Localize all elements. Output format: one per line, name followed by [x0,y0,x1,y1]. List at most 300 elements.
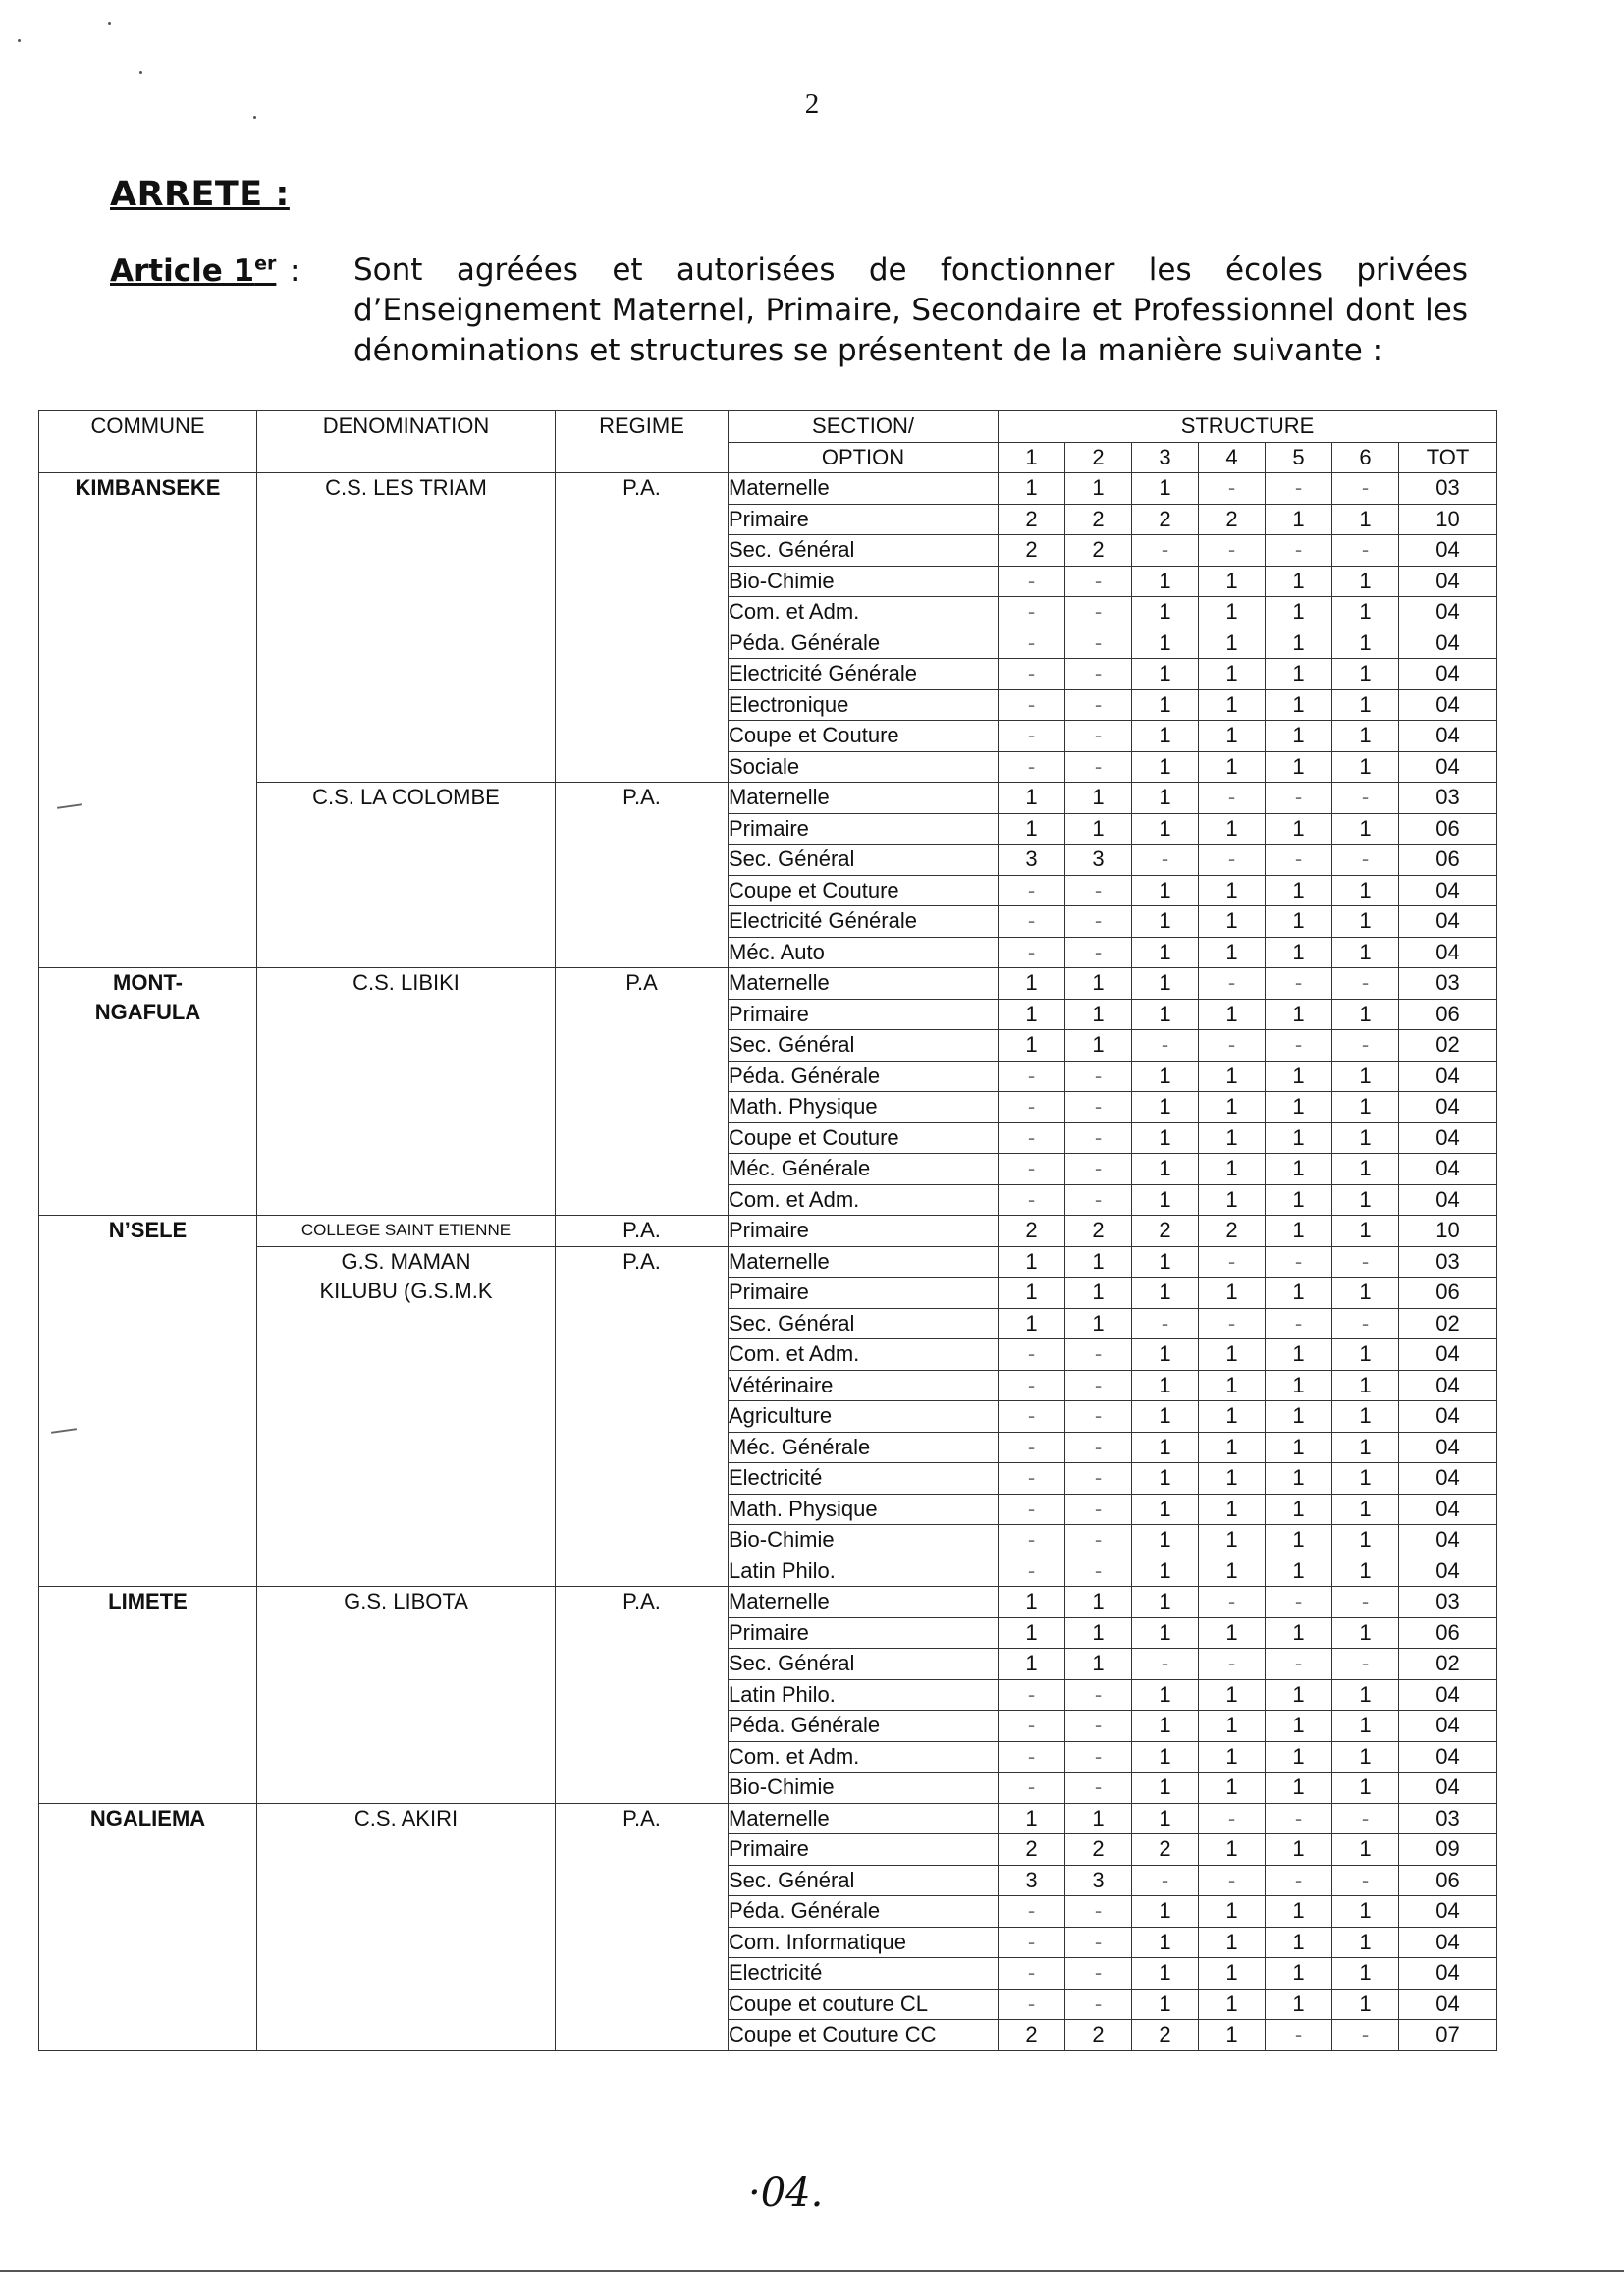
structure-level-1-cell: 1 [999,1617,1065,1649]
structure-level-2-cell: - [1065,1896,1132,1928]
structure-level-2-cell: - [1065,566,1132,597]
structure-level-5-cell: 1 [1266,1184,1332,1216]
regime-cell: P.A. [556,1216,729,1247]
structure-level-6-cell: 1 [1332,1184,1399,1216]
total-cell: 06 [1399,845,1497,876]
structure-level-5-cell: - [1266,1030,1332,1062]
total-cell: 04 [1399,751,1497,783]
option-cell: Coupe et couture CL [729,1989,999,2020]
structure-level-6-cell: - [1332,1246,1399,1278]
table-body [39,473,1497,2051]
structure-level-6-cell: 1 [1332,906,1399,938]
structure-level-2-cell: 1 [1065,1587,1132,1618]
structure-level-2-cell: 1 [1065,783,1132,814]
structure-level-6-cell: 1 [1332,689,1399,721]
option-cell: Péda. Générale [729,628,999,659]
structure-level-3-cell: 1 [1132,1679,1199,1711]
structure-level-6-cell: 1 [1332,1092,1399,1123]
structure-level-5-cell: 1 [1266,1525,1332,1556]
structure-level-6-cell: 1 [1332,721,1399,752]
structure-level-3-cell: 1 [1132,1927,1199,1958]
structure-level-6-cell: - [1332,1308,1399,1339]
structure-level-2-cell: - [1065,906,1132,938]
structure-level-4-cell: - [1199,968,1266,1000]
structure-level-3-cell: 1 [1132,1432,1199,1463]
header-level-5: 5 [1266,442,1332,473]
structure-level-6-cell: 1 [1332,1401,1399,1433]
structure-level-1-cell: - [999,1339,1065,1371]
structure-level-5-cell: 1 [1266,1958,1332,1990]
structure-level-5-cell: 1 [1266,1896,1332,1928]
header-option: OPTION [729,442,999,473]
total-cell: 06 [1399,1865,1497,1896]
structure-level-6-cell: - [1332,783,1399,814]
option-cell: Coupe et Couture CC [729,2020,999,2051]
structure-level-6-cell: 1 [1332,751,1399,783]
structure-level-6-cell: 1 [1332,1154,1399,1185]
structure-level-6-cell: 1 [1332,566,1399,597]
structure-level-4-cell: 1 [1199,1370,1266,1401]
header-regime: REGIME [556,411,729,473]
denomination-cell: C.S. LIBIKI [257,968,556,1216]
structure-level-1-cell: - [999,906,1065,938]
header-total: TOT [1399,442,1497,473]
structure-level-2-cell: 1 [1065,1278,1132,1309]
structure-level-3-cell: 1 [1132,1401,1199,1433]
total-cell: 04 [1399,875,1497,906]
structure-level-1-cell: - [999,1896,1065,1928]
structure-level-2-cell: - [1065,751,1132,783]
structure-level-1-cell: 1 [999,1308,1065,1339]
commune-cell: KIMBANSEKE [39,473,257,968]
total-cell: 06 [1399,1617,1497,1649]
structure-level-5-cell: 1 [1266,1092,1332,1123]
structure-level-3-cell: 1 [1132,1092,1199,1123]
structure-level-4-cell: 1 [1199,1092,1266,1123]
structure-level-5-cell: 1 [1266,1556,1332,1587]
table-row [39,1246,1497,1278]
structure-level-6-cell: 1 [1332,1061,1399,1092]
structure-level-2-cell: - [1065,937,1132,968]
total-cell: 04 [1399,1741,1497,1773]
structure-level-5-cell: - [1266,1649,1332,1680]
structure-level-2-cell: 2 [1065,2020,1132,2051]
total-cell: 04 [1399,1432,1497,1463]
structure-level-6-cell: 1 [1332,937,1399,968]
structure-level-6-cell: 1 [1332,1927,1399,1958]
total-cell: 04 [1399,1339,1497,1371]
structure-level-3-cell: 1 [1132,1122,1199,1154]
structure-level-4-cell: 1 [1199,721,1266,752]
structure-level-5-cell: 1 [1266,504,1332,535]
structure-level-1-cell: 3 [999,845,1065,876]
commune-cell: NGALIEMA [39,1803,257,2050]
option-cell: Bio-Chimie [729,1773,999,1804]
structure-level-3-cell: 1 [1132,1463,1199,1495]
option-cell: Com. et Adm. [729,597,999,628]
structure-level-3-cell: 2 [1132,1216,1199,1247]
option-cell: Sec. Général [729,535,999,567]
structure-level-3-cell: 1 [1132,875,1199,906]
option-cell: Primaire [729,1278,999,1309]
structure-level-2-cell: 1 [1065,968,1132,1000]
structure-level-4-cell: 1 [1199,937,1266,968]
header-commune: COMMUNE [39,411,257,473]
option-cell: Primaire [729,813,999,845]
total-cell: 04 [1399,1401,1497,1433]
structure-level-6-cell: 1 [1332,597,1399,628]
article-colon: : [290,253,300,289]
structure-level-2-cell: - [1065,1773,1132,1804]
structure-level-4-cell: 1 [1199,2020,1266,2051]
option-cell: Electronique [729,689,999,721]
total-cell: 07 [1399,2020,1497,2051]
total-cell: 10 [1399,504,1497,535]
structure-level-6-cell: 1 [1332,1370,1399,1401]
structure-level-3-cell: 1 [1132,813,1199,845]
structure-level-5-cell: 1 [1266,1278,1332,1309]
structure-level-2-cell: 1 [1065,1803,1132,1834]
structure-level-1-cell: - [999,1556,1065,1587]
structure-level-3-cell: 1 [1132,1494,1199,1525]
denomination-cell: C.S. AKIRI [257,1803,556,2050]
arrete-heading: ARRETE : [110,175,290,214]
structure-level-2-cell: 1 [1065,1649,1132,1680]
structure-level-1-cell: - [999,689,1065,721]
structure-level-1-cell: - [999,659,1065,690]
option-cell: Méc. Auto [729,937,999,968]
structure-level-1-cell: - [999,1989,1065,2020]
structure-level-6-cell: 1 [1332,1896,1399,1928]
option-cell: Sec. Général [729,1308,999,1339]
structure-level-3-cell: 1 [1132,968,1199,1000]
table-row [39,473,1497,505]
structure-level-3-cell: - [1132,535,1199,567]
structure-level-6-cell: 1 [1332,1525,1399,1556]
option-cell: Latin Philo. [729,1679,999,1711]
structure-level-5-cell: 1 [1266,1927,1332,1958]
structure-level-1-cell: - [999,1401,1065,1433]
commune-cell: LIMETE [39,1587,257,1804]
structure-level-2-cell: - [1065,1556,1132,1587]
structure-level-2-cell: - [1065,1370,1132,1401]
structure-level-4-cell: 1 [1199,1741,1266,1773]
structure-level-3-cell: 1 [1132,721,1199,752]
regime-cell: P.A. [556,783,729,968]
structure-level-2-cell: 3 [1065,845,1132,876]
structure-level-3-cell: 1 [1132,1711,1199,1742]
structure-level-1-cell: 1 [999,783,1065,814]
structure-level-2-cell: 1 [1065,473,1132,505]
structure-level-1-cell: - [999,721,1065,752]
option-cell: Com. et Adm. [729,1184,999,1216]
structure-level-2-cell: 1 [1065,813,1132,845]
structure-level-3-cell: 1 [1132,1184,1199,1216]
structure-level-2-cell: - [1065,1432,1132,1463]
structure-level-2-cell: - [1065,1679,1132,1711]
structure-level-3-cell: 1 [1132,659,1199,690]
total-cell: 06 [1399,999,1497,1030]
total-cell: 04 [1399,1958,1497,1990]
option-cell: Maternelle [729,1587,999,1618]
option-cell: Coupe et Couture [729,1122,999,1154]
structure-level-6-cell: 1 [1332,1122,1399,1154]
structure-level-5-cell: 1 [1266,1401,1332,1433]
total-cell: 04 [1399,1122,1497,1154]
structure-level-1-cell: 2 [999,1216,1065,1247]
structure-level-2-cell: - [1065,659,1132,690]
total-cell: 03 [1399,783,1497,814]
denomination-cell: C.S. LES TRIAM [257,473,556,783]
total-cell: 04 [1399,937,1497,968]
option-cell: Bio-Chimie [729,1525,999,1556]
structure-level-2-cell: 1 [1065,1030,1132,1062]
structure-level-4-cell: 1 [1199,1773,1266,1804]
option-cell: Sec. Général [729,1649,999,1680]
structure-level-1-cell: - [999,1525,1065,1556]
header-level-1: 1 [999,442,1065,473]
total-cell: 04 [1399,721,1497,752]
total-cell: 02 [1399,1649,1497,1680]
total-cell: 04 [1399,1061,1497,1092]
structure-level-5-cell: - [1266,535,1332,567]
structure-level-6-cell: 1 [1332,1216,1399,1247]
structure-level-5-cell: 1 [1266,1432,1332,1463]
total-cell: 06 [1399,813,1497,845]
option-cell: Sec. Général [729,1030,999,1062]
table-header [39,411,1497,473]
header-section: SECTION/ [729,411,999,443]
structure-level-2-cell: - [1065,1525,1132,1556]
header-level-6: 6 [1332,442,1399,473]
article-number: Article 1 [110,253,255,290]
structure-level-5-cell: - [1266,968,1332,1000]
structure-level-5-cell: - [1266,2020,1332,2051]
structure-level-5-cell: 1 [1266,1370,1332,1401]
denomination-cell: G.S. LIBOTA [257,1587,556,1804]
structure-level-1-cell: 1 [999,1278,1065,1309]
structure-level-2-cell: - [1065,1927,1132,1958]
regime-cell: P.A. [556,473,729,783]
structure-level-1-cell: - [999,1463,1065,1495]
structure-level-1-cell: - [999,597,1065,628]
structure-level-6-cell: 1 [1332,504,1399,535]
structure-level-2-cell: - [1065,1184,1132,1216]
structure-level-5-cell: 1 [1266,689,1332,721]
structure-level-4-cell: 1 [1199,1927,1266,1958]
structure-level-2-cell: - [1065,1463,1132,1495]
structure-level-5-cell: - [1266,473,1332,505]
structure-level-6-cell: - [1332,1803,1399,1834]
total-cell: 04 [1399,1773,1497,1804]
total-cell: 04 [1399,1463,1497,1495]
structure-level-2-cell: 2 [1065,1216,1132,1247]
structure-level-2-cell: 2 [1065,504,1132,535]
option-cell: Coupe et Couture [729,721,999,752]
option-cell: Primaire [729,1216,999,1247]
total-cell: 04 [1399,659,1497,690]
structure-level-1-cell: 1 [999,968,1065,1000]
option-cell: Sociale [729,751,999,783]
structure-level-3-cell: 1 [1132,1803,1199,1834]
structure-level-6-cell: 1 [1332,1617,1399,1649]
total-cell: 03 [1399,1587,1497,1618]
structure-level-4-cell: 1 [1199,1122,1266,1154]
structure-level-1-cell: 1 [999,813,1065,845]
structure-level-4-cell: 1 [1199,1401,1266,1433]
structure-level-4-cell: 1 [1199,1834,1266,1866]
structure-level-4-cell: 1 [1199,1617,1266,1649]
structure-level-4-cell: - [1199,535,1266,567]
structure-level-6-cell: 1 [1332,1556,1399,1587]
structure-level-5-cell: - [1266,845,1332,876]
structure-level-5-cell: - [1266,1308,1332,1339]
table-row [39,1803,1497,1834]
total-cell: 04 [1399,1494,1497,1525]
structure-level-2-cell: - [1065,1989,1132,2020]
structure-level-4-cell: - [1199,1803,1266,1834]
structure-level-2-cell: - [1065,628,1132,659]
structure-level-1-cell: 1 [999,1587,1065,1618]
structure-level-4-cell: 1 [1199,1679,1266,1711]
header-structure: STRUCTURE [999,411,1497,443]
structure-level-1-cell: 2 [999,535,1065,567]
structure-level-5-cell: 1 [1266,659,1332,690]
commune-cell: MONT- NGAFULA [39,968,257,1216]
total-cell: 04 [1399,906,1497,938]
denomination-cell: G.S. MAMAN KILUBU (G.S.M.K [257,1246,556,1587]
total-cell: 04 [1399,1989,1497,2020]
structure-level-1-cell: - [999,1927,1065,1958]
structure-level-5-cell: 1 [1266,1711,1332,1742]
structure-level-6-cell: 1 [1332,1679,1399,1711]
option-cell: Primaire [729,504,999,535]
structure-level-4-cell: 2 [1199,1216,1266,1247]
structure-level-6-cell: 1 [1332,1494,1399,1525]
total-cell: 04 [1399,1184,1497,1216]
option-cell: Maternelle [729,1246,999,1278]
structure-level-4-cell: 1 [1199,906,1266,938]
structure-level-6-cell: 1 [1332,875,1399,906]
structure-level-6-cell: - [1332,968,1399,1000]
structure-level-3-cell: 1 [1132,1370,1199,1401]
table-row [39,783,1497,814]
structure-level-2-cell: 2 [1065,535,1132,567]
structure-level-3-cell: 1 [1132,597,1199,628]
schools-table [38,410,1497,2051]
total-cell: 02 [1399,1030,1497,1062]
structure-level-2-cell: 1 [1065,1246,1132,1278]
structure-level-3-cell: 1 [1132,999,1199,1030]
structure-level-6-cell: 1 [1332,1834,1399,1866]
total-cell: 04 [1399,1154,1497,1185]
total-cell: 03 [1399,968,1497,1000]
denomination-cell: COLLEGE SAINT ETIENNE [257,1216,556,1247]
structure-level-1-cell: 1 [999,1803,1065,1834]
option-cell: Péda. Générale [729,1896,999,1928]
structure-level-1-cell: - [999,1958,1065,1990]
table-row [39,968,1497,1000]
structure-level-3-cell: 1 [1132,689,1199,721]
structure-level-1-cell: 1 [999,999,1065,1030]
total-cell: 03 [1399,1803,1497,1834]
option-cell: Maternelle [729,968,999,1000]
structure-level-3-cell: - [1132,1649,1199,1680]
structure-level-4-cell: 1 [1199,1278,1266,1309]
option-cell: Maternelle [729,473,999,505]
structure-level-2-cell: - [1065,721,1132,752]
structure-level-4-cell: 1 [1199,875,1266,906]
structure-level-3-cell: 1 [1132,751,1199,783]
structure-level-3-cell: 1 [1132,628,1199,659]
commune-cell: N’SELE [39,1216,257,1587]
structure-level-1-cell: 2 [999,2020,1065,2051]
structure-level-6-cell: 1 [1332,1339,1399,1371]
table-row [39,1587,1497,1618]
structure-level-1-cell: - [999,1711,1065,1742]
structure-level-4-cell: 2 [1199,504,1266,535]
option-cell: Coupe et Couture [729,875,999,906]
total-cell: 04 [1399,628,1497,659]
header-level-2: 2 [1065,442,1132,473]
total-cell: 04 [1399,689,1497,721]
structure-level-2-cell: - [1065,1154,1132,1185]
structure-level-1-cell: - [999,1494,1065,1525]
structure-level-4-cell: - [1199,1865,1266,1896]
structure-level-3-cell: 1 [1132,1741,1199,1773]
denomination-cell: C.S. LA COLOMBE [257,783,556,968]
option-cell: Agriculture [729,1401,999,1433]
structure-level-4-cell: 1 [1199,1989,1266,2020]
structure-level-2-cell: 1 [1065,1617,1132,1649]
structure-level-3-cell: 1 [1132,1246,1199,1278]
structure-level-5-cell: 1 [1266,1216,1332,1247]
structure-level-1-cell: 1 [999,473,1065,505]
structure-level-5-cell: 1 [1266,566,1332,597]
structure-level-5-cell: - [1266,1246,1332,1278]
regime-cell: P.A. [556,1246,729,1587]
option-cell: Electricité Générale [729,906,999,938]
structure-level-1-cell: 2 [999,504,1065,535]
footer-rule [0,2270,1624,2272]
structure-level-3-cell: 1 [1132,1617,1199,1649]
structure-level-5-cell: 1 [1266,875,1332,906]
structure-level-5-cell: 1 [1266,1989,1332,2020]
structure-level-2-cell: - [1065,1958,1132,1990]
structure-level-2-cell: - [1065,1711,1132,1742]
structure-level-1-cell: - [999,751,1065,783]
option-cell: Sec. Général [729,1865,999,1896]
structure-level-3-cell: 1 [1132,1587,1199,1618]
structure-level-4-cell: 1 [1199,1154,1266,1185]
structure-level-2-cell: 1 [1065,999,1132,1030]
structure-level-5-cell: 1 [1266,1494,1332,1525]
structure-level-4-cell: 1 [1199,1463,1266,1495]
option-cell: Maternelle [729,783,999,814]
option-cell: Maternelle [729,1803,999,1834]
structure-level-1-cell: - [999,1122,1065,1154]
structure-level-4-cell: - [1199,473,1266,505]
structure-level-2-cell: - [1065,1401,1132,1433]
structure-level-6-cell: - [1332,1030,1399,1062]
structure-level-1-cell: 1 [999,1246,1065,1278]
total-cell: 04 [1399,566,1497,597]
structure-level-2-cell: - [1065,875,1132,906]
scan-speck [18,39,21,42]
structure-level-3-cell: 1 [1132,1061,1199,1092]
option-cell: Math. Physique [729,1092,999,1123]
structure-level-1-cell: - [999,566,1065,597]
